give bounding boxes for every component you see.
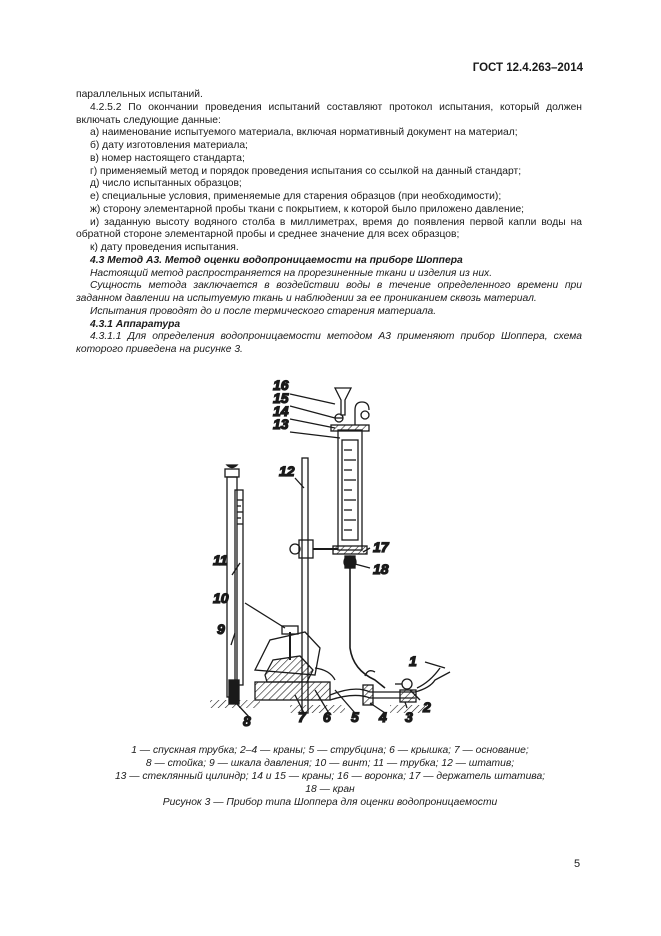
paragraph: Настоящий метод распространяется на прорезиненные ткани и изделия из них. bbox=[90, 267, 493, 279]
label-1: 1 bbox=[409, 653, 417, 669]
list-item: ж) сторону элементарной пробы ткани с покрытием, к которой было приложено давление; bbox=[90, 203, 525, 215]
paragraph: параллельных испытаний. bbox=[76, 89, 203, 100]
paragraph: 4.3.1.1 Для определения водопроницаемости методом А3 применяют прибор Шоппера, схема которого приведена на рисунке 3. bbox=[76, 331, 582, 355]
label-7: 7 bbox=[298, 709, 306, 725]
body-text bbox=[76, 89, 582, 357]
page-number: 5 bbox=[574, 858, 581, 870]
label-10: 10 bbox=[213, 590, 229, 606]
label-16: 16 bbox=[273, 377, 289, 393]
label-8: 8 bbox=[243, 713, 251, 729]
list-item: и) заданную высоту водяного столба в миллиметрах, время до появления первой капли воды на обратной стороне элементарной пробы и среднее значение для всех образцов; bbox=[76, 216, 582, 241]
label-11: 11 bbox=[213, 552, 228, 568]
label-3: 3 bbox=[405, 709, 413, 725]
subsection-heading: 4.3.1 Аппаратура bbox=[90, 318, 181, 330]
list-item: а) наименование испытуемого материала, включая нормативный документ на материал; bbox=[90, 127, 518, 139]
label-4: 4 bbox=[379, 709, 387, 725]
figure-caption bbox=[70, 744, 590, 809]
label-18: 18 bbox=[373, 561, 389, 577]
schopper-apparatus-figure bbox=[195, 370, 465, 750]
figure-title: Рисунок 3 — Прибор типа Шоппера для оценки водопроницаемости bbox=[162, 797, 498, 808]
label-14: 14 bbox=[273, 403, 289, 419]
label-17: 17 bbox=[373, 539, 389, 555]
label-9: 9 bbox=[217, 621, 225, 637]
document-code: ГОСТ 12.4.263–2014 bbox=[472, 62, 583, 74]
section-heading: 4.3 Метод А3. Метод оценки водопроницаемости на приборе Шоппера bbox=[90, 254, 463, 266]
caption-legend-line: 18 — кран bbox=[305, 784, 355, 795]
label-13: 13 bbox=[273, 416, 289, 432]
paragraph: Сущность метода заключается в воздействии воды в течение определенного времени при заданном давлении на испытуемую ткань и наблюдении за ее прониканием сквозь материал. bbox=[76, 280, 582, 304]
label-6: 6 bbox=[323, 709, 331, 725]
caption-legend-line: 13 — стеклянный цилиндр; 14 и 15 — краны; 16 — воронка; 17 — держатель штатива; bbox=[114, 771, 546, 782]
label-2: 2 bbox=[423, 699, 431, 715]
caption-legend-line: 8 — стойка; 9 — шкала давления; 10 — винт; 11 — трубка; 12 — штатив; bbox=[145, 758, 515, 769]
list-item: к) дату проведения испытания. bbox=[90, 242, 239, 253]
label-5: 5 bbox=[351, 709, 359, 725]
label-15: 15 bbox=[273, 390, 289, 406]
list-item: б) дату изготовления материала; bbox=[90, 140, 248, 151]
label-12: 12 bbox=[279, 463, 295, 479]
paragraph: Испытания проводят до и после термического старения материала. bbox=[90, 305, 437, 317]
list-item: д) число испытанных образцов; bbox=[90, 178, 242, 190]
caption-legend-line: 1 — спускная трубка; 2–4 — краны; 5 — струбцина; 6 — крышка; 7 — основание; bbox=[131, 745, 529, 756]
paragraph: 4.2.5.2 По окончании проведения испытаний составляют протокол испытания, который должен включать следующие данные: bbox=[76, 101, 582, 126]
list-item: г) применяемый метод и порядок проведения испытания со ссылкой на данный стандарт; bbox=[90, 165, 522, 177]
list-item: е) специальные условия, применяемые для старения образцов (при необходимости); bbox=[90, 191, 502, 202]
list-item: в) номер настоящего стандарта; bbox=[90, 152, 245, 164]
